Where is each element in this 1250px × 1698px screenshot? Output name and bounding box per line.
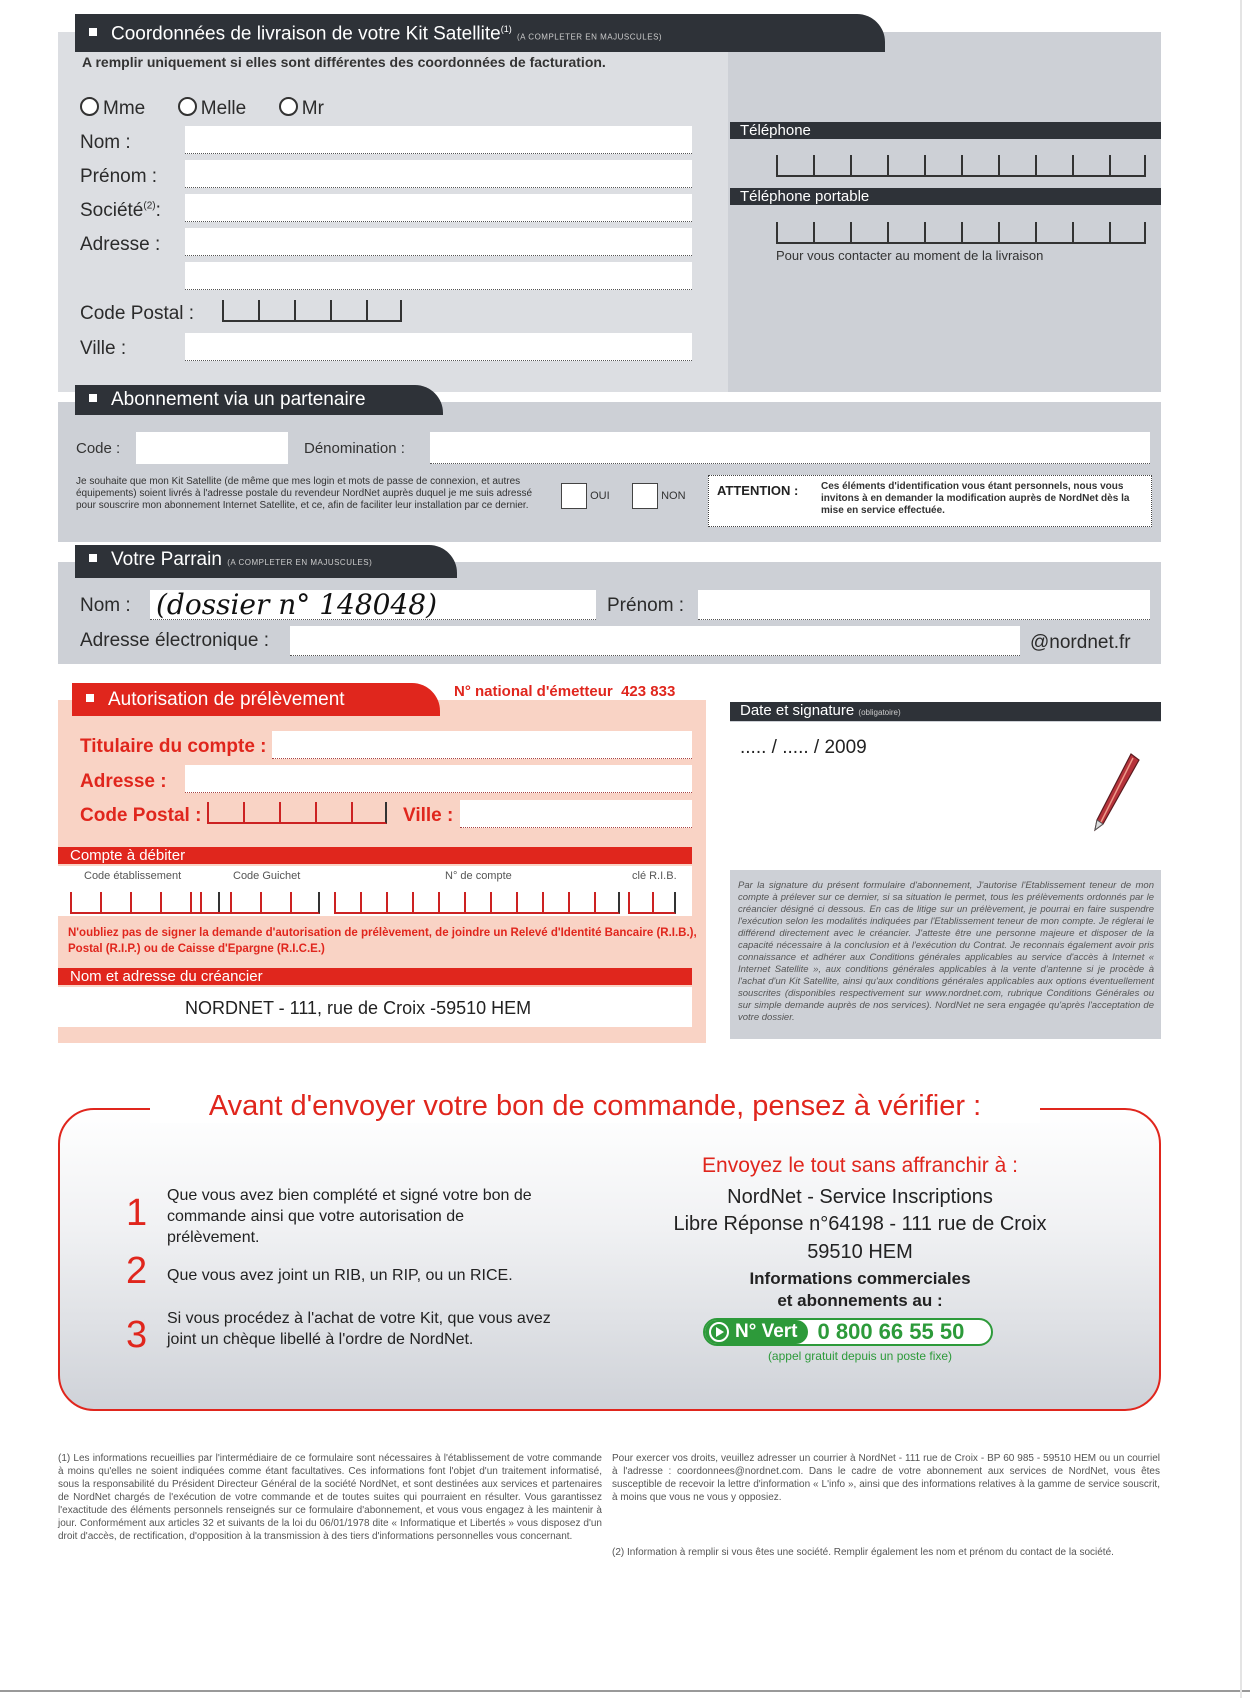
debit-header xyxy=(72,683,440,716)
partner-denomination-field[interactable] xyxy=(430,432,1150,464)
prenom-field[interactable] xyxy=(185,160,692,188)
civility-melle-label: Melle xyxy=(200,98,247,119)
radio-mr[interactable] xyxy=(279,97,298,116)
check-num-3: 3 xyxy=(126,1314,148,1356)
checklist-title: Avant d'envoyer votre bon de commande, pensez à vérifier : xyxy=(150,1090,1040,1123)
ville-field[interactable] xyxy=(185,333,692,361)
societe-label-wrap: Société$^{(2)}$: xyxy=(80,200,161,221)
num-compte-boxes[interactable] xyxy=(334,892,620,914)
ville-label: Ville : xyxy=(80,338,127,359)
attention-label: ATTENTION : xyxy=(717,483,799,498)
oui-label: OUI xyxy=(590,489,610,502)
non-label: NON xyxy=(661,489,686,502)
code-guichet-label: Code Guichet xyxy=(233,870,301,882)
oui-checkbox[interactable] xyxy=(561,483,587,509)
debit-cp-label: Code Postal : xyxy=(80,805,202,826)
check-num-2: 2 xyxy=(126,1250,148,1292)
titulaire-field[interactable] xyxy=(272,731,692,759)
non-option xyxy=(632,483,686,509)
societe-label: Société xyxy=(80,200,144,221)
attention-text: Ces éléments d'identification vous étant personnels, nous vous invitons à en demander la modification auprès de NordNet dès la mise en service effectuée. xyxy=(821,481,1130,516)
signature-date: ..... / ..... / 2009 xyxy=(740,737,867,758)
check-text-1: Que vous avez bien complété et signé votre bon de commande ainsi que votre autorisation de prélèvement. xyxy=(167,1187,532,1246)
telephone-bar: Téléphone xyxy=(730,122,1161,139)
debit-adresse-label: Adresse : xyxy=(80,771,167,792)
partner-header xyxy=(75,385,443,415)
civility-mme-label: Mme xyxy=(103,98,146,119)
debit-ville-field[interactable] xyxy=(460,800,692,828)
delivery-title-sup: (1) xyxy=(500,24,512,34)
sponsor-email-suffix: @nordnet.fr xyxy=(1030,632,1131,653)
info-line1: Informations commerciales xyxy=(749,1269,971,1288)
sponsor-email-label: Adresse électronique : xyxy=(80,630,270,651)
debit-reminder: N'oubliez pas de signer la demande d'autorisation de prélèvement, de joindre un Relevé d'Identité Bancaire (R.I.B.), Postal (R.I.P.) ou de Caisse d'Epargne (R.I.C.E.) xyxy=(68,927,697,955)
sponsor-prenom-label: Prénom : xyxy=(607,595,685,616)
attention-box xyxy=(708,475,1152,527)
numero-vert-note: (appel gratuit depuis un poste fixe) xyxy=(767,1349,953,1363)
send-line3: 59510 HEM xyxy=(807,1241,913,1263)
page-bottom-rule xyxy=(0,1690,1250,1692)
societe-sup: (2) xyxy=(143,200,156,212)
bullet-square-icon xyxy=(89,28,97,36)
debit-ville-label: Ville : xyxy=(403,805,454,826)
code-etab-label: Code établissement xyxy=(84,870,182,882)
nom-label: Nom : xyxy=(80,132,131,153)
partner-denomination-label: Dénomination : xyxy=(304,440,405,457)
sponsor-title-note: (A COMPLETER EN MAJUSCULES) xyxy=(227,558,373,567)
societe-field[interactable] xyxy=(185,194,692,222)
nom-field[interactable] xyxy=(185,126,692,154)
civility-mr-label: Mr xyxy=(301,98,324,119)
signature-title: Date et signature xyxy=(740,702,855,719)
send-line2: Libre Réponse n°64198 - 111 rue de Croix xyxy=(673,1213,1047,1235)
check-num-1: 1 xyxy=(126,1192,148,1234)
oui-option xyxy=(561,483,610,509)
account-bar: Compte à débiter xyxy=(58,847,692,864)
partner-wish-text: Je souhaite que mon Kit Satellite (de même que mes login et mots de passe de connexion, et autres équipements) soient livrés à l'adresse postale du revendeur NordNet auprès duquel je me suis adressé pour souscrire mon abonnement Internet Satellite, et ce, afin de faciliter leur installation par ce dernier. xyxy=(76,476,533,511)
sponsor-header xyxy=(75,545,457,578)
partner-code-label: Code : xyxy=(76,440,121,457)
sponsor-nom-label: Nom : xyxy=(80,595,131,616)
check-text-2: Que vous avez joint un RIB, un RIP, ou un RICE. xyxy=(167,1267,513,1284)
partner-title: Abonnement via un partenaire xyxy=(111,389,366,410)
titulaire-label: Titulaire du compte : xyxy=(80,736,267,757)
debit-cp-boxes[interactable] xyxy=(207,802,387,824)
send-line1: NordNet - Service Inscriptions xyxy=(727,1186,993,1208)
footnote-right: Pour exercer vos droits, veuillez adresser un courrier à NordNet - 111 rue de Croix - BP 60 985 - 59510 HEM ou un courriel à l'adresse : coordonnees@nordnet.com. Dans le cadre de votre abonnement aux services de NordNet, vous êtes susceptible de recevoir la lettre d'information « L'info », ainsi que des informations relatives à la gamme de service souscrit, à moins que vous ne vous y opposiez. xyxy=(612,1453,1160,1503)
check-text-3: Si vous procédez à l'achat de votre Kit, que vous avez joint un chèque libellé à l'ordre de NordNet. xyxy=(167,1310,551,1348)
signature-legal: Par la signature du présent formulaire d'abonnement, J'autorise l'Etablissement teneur de mon compte à prélever sur ce dernier, si sa situation le permet, tous les prélèvements ordonnés par le créancier désigné ci dessous. En cas de litige sur un prélèvement, je pourrai en faire suspendre l'exécution selon les modalités indiquées par l'Etablissement teneur de mon compte. Je réglerai le différend directement avec le créancier. J'atteste être une personne majeure et disposer de la capacité nécessaire à la conclusion et à l'exécution du Contrat. Je reconnais également avoir pris connaissance et adhérer aux Conditions générales applicables au service d'accès à Internet « Internet Satellite », aux conditions générales applicables à la vente d'antenne si je procède à l'achat d'un Kit Satellite, ainsi qu'aux conditions générales applicables aux options éventuellement souscrites (disponibles respectivement sur www.nordnet.com, rubrique Conditions Générales ou sur simple demande auprès de nos services). NordNet ne sera engagée qu'après l'acceptation de votre dossier. xyxy=(738,880,1154,1023)
num-compte-label: N° de compte xyxy=(445,870,512,882)
debit-adresse-field[interactable] xyxy=(185,765,692,793)
creditor-bar: Nom et adresse du créancier xyxy=(58,968,692,985)
delivery-intro: A remplir uniquement si elles sont différentes des coordonnées de facturation. xyxy=(82,54,606,70)
pen-icon xyxy=(1085,750,1145,835)
bullet-square-icon xyxy=(89,554,97,562)
page-right-rule xyxy=(1240,0,1242,1698)
code-guichet-boxes[interactable] xyxy=(200,892,320,914)
numero-vert-label-box xyxy=(705,1320,808,1344)
play-icon xyxy=(709,1322,729,1342)
sponsor-title: Votre Parrain xyxy=(111,549,222,570)
numero-vert[interactable] xyxy=(703,1318,993,1346)
code-etab-boxes[interactable] xyxy=(70,892,220,914)
cle-rib-label: clé R.I.B. xyxy=(632,870,677,882)
civility-group xyxy=(80,98,324,120)
bullet-square-icon xyxy=(86,694,94,702)
radio-mme[interactable] xyxy=(80,97,99,116)
cle-rib-boxes[interactable] xyxy=(628,892,676,914)
info-line2: et abonnements au : xyxy=(777,1291,943,1310)
portable-bar: Téléphone portable xyxy=(730,188,1161,205)
delivery-header xyxy=(75,14,885,52)
sponsor-prenom-field[interactable] xyxy=(698,590,1150,620)
adresse-label: Adresse : xyxy=(80,234,161,255)
partner-code-field[interactable] xyxy=(136,432,288,464)
sponsor-nom-value: (dossier n° 148048) xyxy=(156,588,437,621)
radio-melle[interactable] xyxy=(178,97,197,116)
cp-boxes[interactable] xyxy=(222,300,402,322)
non-checkbox[interactable] xyxy=(632,483,658,509)
creditor-text: NORDNET - 111, rue de Croix -59510 HEM xyxy=(185,998,532,1018)
signature-bar xyxy=(730,702,1161,721)
contact-note: Pour vous contacter au moment de la livraison xyxy=(776,248,1044,263)
delivery-title: Coordonnées de livraison de votre Kit Satellite xyxy=(111,23,501,45)
numero-vert-label: N° Vert xyxy=(735,1321,798,1342)
telephone-boxes[interactable] xyxy=(776,155,1146,177)
send-title: Envoyez le tout sans affranchir à : xyxy=(702,1154,1018,1177)
debit-emitter: N° national d'émetteur 423 833 xyxy=(454,683,676,700)
sponsor-email-field[interactable] xyxy=(290,626,1020,656)
signature-title-note: (obligatoire) xyxy=(858,708,901,717)
footnote-left: (1) Les informations recueillies par l'intermédiaire de ce formulaire sont nécessaires à l'établissement de votre commande à moins qu'elles ne soient indiquées comme étant facultatives. Ces informations font l'objet d'un traitement informatisé, sous la responsabilité du Président Directeur Général de la société NordNet, et sont destinées aux services et partenaires de NordNet chargés de l'exécution de votre commande et de toutes suites qui pourraient en résulter. Vous garantissez l'exactitude des éléments personnels renseignés sur ce formulaire d'abonnement, et vous vous engagez à les maintenir à jour. Conformément aux articles 32 et suivants de la loi du 06/01/1978 dite « Informatique et Libertés » vous disposez d'un droit d'accès, de rectification, d'opposition à la transmission à des tiers d'informations personnelles vous concernant. xyxy=(58,1453,602,1542)
footnote-note2: (2) Information à remplir si vous êtes une société. Remplir également les nom et prénom du contact de la société. xyxy=(612,1547,1114,1558)
debit-title: Autorisation de prélèvement xyxy=(108,689,345,710)
adresse-field-2[interactable] xyxy=(185,262,692,290)
portable-boxes[interactable] xyxy=(776,222,1146,244)
prenom-label: Prénom : xyxy=(80,166,158,187)
cp-label: Code Postal : xyxy=(80,303,195,324)
numero-vert-number: 0 800 66 55 50 xyxy=(817,1319,965,1344)
adresse-field-1[interactable] xyxy=(185,228,692,256)
delivery-title-note: (A COMPLETER EN MAJUSCULES) xyxy=(517,32,663,42)
bullet-square-icon xyxy=(89,394,97,402)
